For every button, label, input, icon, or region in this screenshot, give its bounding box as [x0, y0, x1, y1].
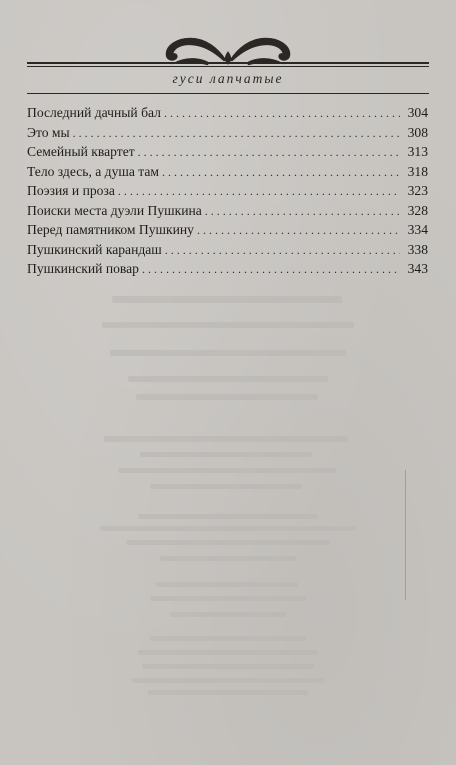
toc-entry-title: Последний дачный бал [27, 105, 161, 120]
toc-leader-dots [142, 260, 400, 280]
toc-entry-page: 304 [407, 105, 428, 120]
header-rule-thick [27, 62, 429, 64]
toc-entry[interactable] [27, 220, 428, 240]
header-rule-thin [27, 66, 429, 67]
toc-entry[interactable] [27, 259, 428, 279]
toc-entry[interactable] [27, 201, 428, 221]
toc-entry-title: Перед памятником Пушкину [27, 222, 194, 237]
toc-entry[interactable] [27, 240, 428, 260]
toc-entry-page: 308 [407, 124, 428, 140]
toc-entry[interactable] [27, 142, 428, 162]
toc-entry-title: Семейный квартет [27, 144, 135, 159]
toc-entry-title: Пушкинский повар [27, 261, 139, 276]
toc-leader-dots [197, 221, 400, 241]
table-of-contents [27, 103, 428, 279]
toc-entry-title: Поэзия и проза [27, 183, 115, 198]
toc-entry-title: Тело здесь, а душа там [27, 163, 160, 179]
header-rule-bottom [27, 93, 429, 94]
toc-leader-dots [73, 124, 400, 144]
toc-leader-dots [118, 182, 400, 202]
toc-entry[interactable] [27, 181, 428, 201]
toc-leader-dots [164, 104, 400, 124]
toc-entry-title: Пушкинский карандаш [27, 241, 162, 257]
toc-entry-page: 323 [407, 183, 428, 198]
toc-entry-page: 338 [407, 241, 428, 257]
toc-entry-page: 318 [407, 163, 428, 179]
toc-entry-title: Это мы [27, 124, 70, 140]
toc-leader-dots [205, 202, 400, 222]
running-title: гуси лапчатые [172, 71, 284, 86]
toc-entry-page: 328 [407, 202, 428, 218]
toc-entry[interactable] [27, 162, 428, 182]
toc-leader-dots [162, 163, 400, 183]
toc-entry[interactable] [27, 103, 428, 123]
toc-entry-page: 313 [407, 144, 428, 159]
toc-entry-title: Поиски места дуэли Пушкина [27, 202, 202, 218]
toc-leader-dots [138, 143, 400, 163]
toc-leader-dots [165, 241, 400, 261]
page-edge-shadow [405, 470, 406, 600]
toc-entry-page: 343 [407, 261, 428, 276]
toc-entry-page: 334 [407, 222, 428, 237]
toc-entry[interactable] [27, 123, 428, 143]
